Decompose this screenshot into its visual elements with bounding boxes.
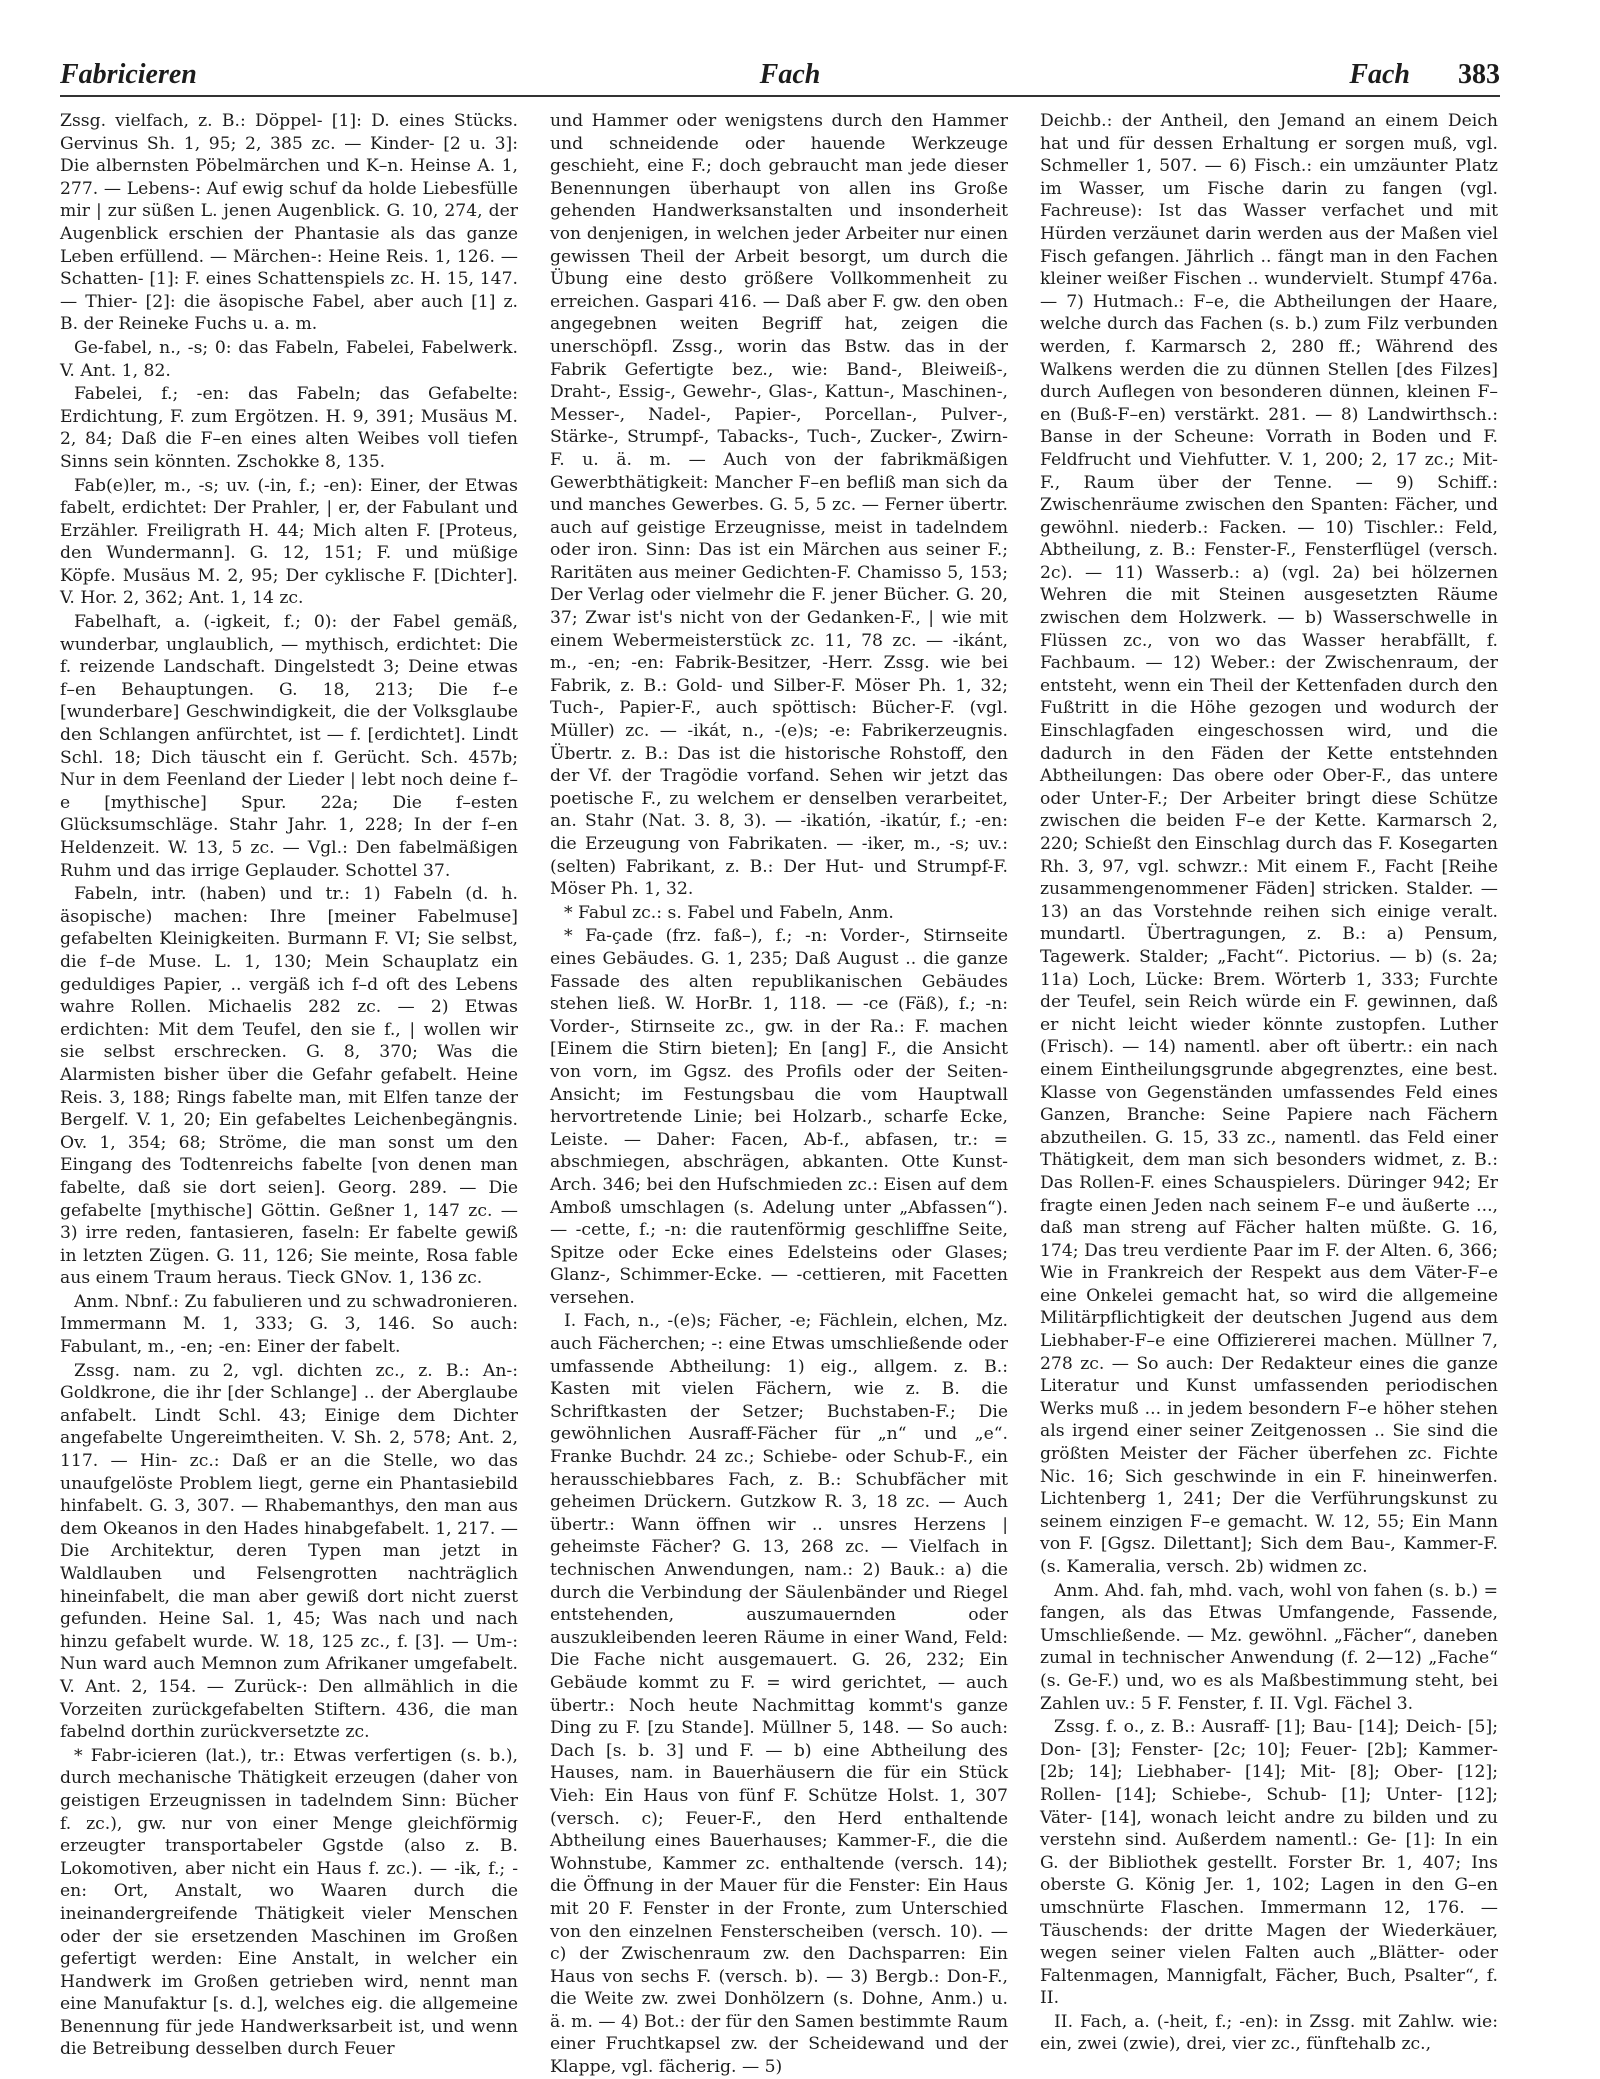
entry-paragraph: II. Fach, a. (-heit, f.; -en): in Zssg. mit Zahlw. wie: ein, zwei (zwie), drei, vier zc., fünftehalb zc., [1040,2011,1498,2055]
column-2 [550,110,1008,2078]
entry-paragraph: * Fabul zc.: s. Fabel und Fabeln, Anm. [564,902,894,923]
entry-paragraph: Fabelei, f.; -en: das Fabeln; das Gefabelte: Erdichtung, F. zum Ergötzen. H. 9, 391; Musäus M. 2, 84; Daß die F–en eines alten Weibes voll tiefen Sinns sein könnten. Zschokke 8, 135. [60,384,518,472]
entry-paragraph: I. Fach, n., -(e)s; Fächer, -e; Fächlein, elchen, Mz. auch Fächerchen; -: eine Etwas umschließende oder umfassende Abtheilung: 1) eig., allgem. z. B.: Kasten mit vielen Fächern, wie z. B. die Schriftkasten der Setzer; Buchstaben-F.; Die gewöhnlichen Ausraff-Fächer für „n“ und „e“. Franke Buchdr. 24 zc.; Schiebe- oder Schub-F., ein herausschiebbares Fach, z. B.: Schubfächer mit geheimen Drückern. Gutzkow R. 3, 18 zc. — Auch übertr.: Wann öffnen wir .. unsres Herzens | geheimste Fächer? G. 13, 268 zc. — Vielfach in technischen Anwendungen, nam.: 2) Bauk.: a) die durch die Verbindung der Säulenbänder und Riegel entstehenden, auszumauernden oder auszukleibenden leeren Räume in einer Wand, Feld: Die Fache nicht ausgemauert. G. 26, 232; Ein Gebäude kommt zu F. = wird gerichtet, — auch übertr.: Noch heute Nachmittag kommt's ganze Ding zu F. [zu Stande]. Müllner 5, 148. — So auch: Dach [s. b. 3] und F. — b) eine Abtheilung des Hauses, nam. in Bauerhäusern die für ein Stück Vieh: Ein Haus von fünf F. Schütze Holst. 1, 307 (versch. c); Feuer-F., den Herd enthaltende Abtheilung eines Bauerhauses; Kammer-F., die die Wohnstube, Kammer zc. enthaltende (versch. 14); die Öffnung in der Mauer für die Fenster: Ein Haus mit 20 F. Fenster in der Fronte, zum Unterschied von den einzelnen Fensterscheiben (versch. 10). — c) der Zwischenraum zw. den Dachsparren: Ein Haus von sechs F. (versch. b). — 3) Bergb.: Don-F., die Weite zw. zwei Donhölzern (s. Dohne, Anm.) u. ä. m. — 4) Bot.: der für den Samen bestimmte Raum einer Fruchtkapsel zw. der Scheidewand und der Klappe, vgl. fächerig. — 5) [550,1311,1008,2078]
page-number: 383 [1458,59,1500,90]
header-left-word: Fabricieren [60,59,197,90]
entry-paragraph: und Hammer oder wenigstens durch den Hammer und schneidende oder hauende Werkzeuge geschieht, eine F.; doch gebraucht man jede dieser Benennungen überhaupt von allen ins Große gehenden Handwerksanstalten und insonderheit von denjenigen, in welchen jeder Arbeiter nur einen gewissen Theil der Arbeit besorgt, um durch die Übung eine desto größere Vollkommenheit zu erreichen. Gaspari 416. — Daß aber F. gw. den oben angegebnen weiten Begriff hat, zeigen die unerschöpfl. Zssg., worin das Bstw. das in der Fabrik Gefertigte bez., wie: Band-, Bleiweiß-, Draht-, Essig-, Gewehr-, Glas-, Kattun-, Maschinen-, Messer-, Nadel-, Papier-, Porcellan-, Pulver-, Stärke-, Strumpf-, Tabacks-, Tuch-, Zucker-, Zwirn-F. u. ä. m. — Auch von der fabrikmäßigen Gewerbthätigkeit: Mancher F–en befliß man sich da und manches Gewerbes. G. 5, 5 zc. — Ferner übertr. auch auf geistige Erzeugnisse, meist in tadelndem oder iron. Sinn: Das ist ein Märchen aus seiner F.; Raritäten aus meiner Gedichten-F. Chamisso 5, 153; Der Verlag oder vielmehr die F. jener Bücher. G. 20, 37; Zwar ist's nicht von der Gedanken-F., | wie mit einem Webermeisterstück zc. 11, 78 zc. — -ikánt, m., -en; -en: Fabrik-Besitzer, -Herr. Zssg. wie bei Fabrik, z. B.: Gold- und Silber-F. Möser Ph. 1, 32; Tuch-, Papier-F., auch spöttisch: Bücher-F. (vgl. Müller) zc. — -ikát, n., -(e)s; -e: Fabrikerzeugnis. Übertr. z. B.: Das ist die historische Rohstoff, den der Vf. der Tragödie vorfand. Sehen wir jetzt das poetische F., zu welchem er denselben verarbeitet, an. Stahr (Nat. 3. 8, 3). — -ikatión, -ikatúr, f.; -en: die Erzeugung von Fabrikaten. — -iker, m., -s; uv.: (selten) Fabrikant, z. B.: Der Hut- und Strumpf-F. Möser Ph. 1, 32. [550,111,1008,900]
entry-paragraph: Fabelhaft, a. (-igkeit, f.; 0): der Fabel gemäß, wunderbar, unglaublich, — mythisch, erdichtet: Die f. reizende Landschaft. Dingelstedt 3; Deine etwas f–en Behauptungen. G. 18, 213; Die f–e [wunderbare] Geschwindigkeit, die der Volksglaube den Schlangen anfürchtet, ist — f. [erdichtet]. Lindt Schl. 18; Dich täuscht ein f. Gerücht. Sch. 457b; Nur in dem Feenland der Lieder | lebt noch deine f–e [mythische] Spur. 22a; Die f–esten Glücksumschläge. Stahr Jahr. 1, 228; In der f–en Heldenzeit. W. 13, 5 zc. — Vgl.: Den fabelmäßigen Ruhm und das irrige Geplauder. Schottel 37. [60,612,518,881]
entry-paragraph: Fabeln, intr. (haben) und tr.: 1) Fabeln (d. h. äsopische) machen: Ihre [meiner Fabelmuse] gefabelten Kleinigkeiten. Burmann F. VI; Sie selbst, die f–de Muse. L. 1, 130; Mein Schauplatz ein geduldiges Papier, .. vergäß ich f–d oft des Lebens wahre Rollen. Michaelis 282 zc. — 2) Etwas erdichten: Mit dem Teufel, den sie f., | wollen wir sie selbst erschrecken. G. 8, 370; Was die Alarmisten bisher über die Gefahr gefabelt. Heine Reis. 3, 188; Rings fabelte man, mit Elfen tanze der Bergelf. V. 1, 20; Ein gefabeltes Leichenbegängnis. Ov. 1, 354; 68; Ströme, die man sonst um den Eingang des Todtenreichs fabelte [von denen man fabelte, daß sie dort seien]. Georg. 289. — Die gefabelte [mythische] Göttin. Geßner 1, 147 zc. — 3) irre reden, fantasieren, faseln: Er fabelte gewiß in letzten Zügen. G. 11, 126; Sie meinte, Rosa fable aus einem Traum heraus. Tieck GNov. 1, 136 zc. [60,884,518,1289]
entry-paragraph: * Fabr-icieren (lat.), tr.: Etwas verfertigen (s. b.), durch mechanische Thätigkeit erzeugen (daher von geistigen Erzeugnissen in tadelndem Sinn: Bücher f. zc.), gw. nur von einer Menge gleichförmig erzeugter transportabeler Ggstde (also z. B. Lokomotiven, aber nicht ein Haus f. zc.). — -ik, f.; -en: Ort, Anstalt, wo Waaren durch die ineinandergreifende Thätigkeit vieler Menschen oder der sie ersetzenden Maschinen im Großen gefertigt werden: Eine Anstalt, in welcher ein Handwerk im Großen getrieben wird, nennt man eine Manufaktur [s. d.], welches eig. die allgemeine Benennung für jede Handwerksarbeit ist, und wenn die Betreibung desselben durch Feuer [60,1745,518,2060]
entry-paragraph: Ge-fabel, n., -s; 0: das Fabeln, Fabelei, Fabelwerk. V. Ant. 1, 82. [60,337,518,381]
column-1 [60,110,518,2060]
text-columns [60,110,1500,2078]
running-header [60,55,1500,97]
header-middle-word: Fach [759,59,821,90]
column-3 [1040,110,1498,2055]
entry-paragraph: Zssg. f. o., z. B.: Ausraff- [1]; Bau- [14]; Deich- [5]; Don- [3]; Fenster- [2c; 10]; Feuer- [2b]; Kammer- [2b; 14]; Liebhaber- [14]; Mit- [8]; Ober- [12]; Rollen- [14]; Schiebe-, Schub- [1]; Unter- [12]; Väter- [14], wonach leicht andre zu bilden und zu verstehn sind. Außerdem namentl.: Ge- [1]: In ein G. der Bibliothek gestellt. Forster Br. 1, 407; Ins oberste G. König Jer. 1, 102; Lagen in den G–en umschnürte Flaschen. Immermann 12, 176. — Täuschends: der dritte Magen der Wiederkäuer, wegen seiner vielen Falten auch „Blätter- oder Faltenmagen, Mannigfalt, Fächer, Buch, Psalter“, f. II. [1040,1717,1498,2009]
entry-paragraph: Anm. Nbnf.: Zu fabulieren und zu schwadronieren. Immermann M. 1, 333; G. 3, 146. So auch: Fabulant, m., -en; -en: Einer der fabelt. [60,1291,518,1358]
header-right-word: Fach [1349,59,1410,90]
entry-paragraph: Zssg. nam. zu 2, vgl. dichten zc., z. B.: An-: Goldkrone, die ihr [der Schlange] .. der Aberglaube anfabelt. Lindt Schl. 43; Einige dem Dichter angefabelte Ungereimtheiten. V. Sh. 2, 578; Ant. 2, 117. — Hin- zc.: Daß er an die Stelle, wo das unaufgelöste Problem liegt, gerne ein Phantasiebild hinfabelt. G. 3, 307. — Rhabemanthys, den man aus dem Okeanos in den Hades hinabgefabelt. 1, 217. — Die Architektur, deren Typen man jetzt in Waldlauben und Felsengrotten nachträglich hineinfabelt, die man aber gewiß dort nicht zuerst gefunden. Heine Sal. 1, 45; Was nach und nach hinzu gefabelt wurde. W. 18, 125 zc., f. [3]. — Um-: Nun ward auch Memnon zum Afrikaner umgefabelt. V. Ant. 2, 154. — Zurück-: Den allmählich in die Vorzeiten zurückgefabelten Stiftern. 436, die man fabelnd dorthin zurückversetzte zc. [60,1360,518,1743]
entry-paragraph: * Fa-çade (frz. faß–), f.; -n: Vorder-, Stirnseite eines Gebäudes. G. 1, 235; Daß August .. die ganze Fassade des alten republikanischen Gebäudes stehen ließ. W. HorBr. 1, 118. — -ce (Fäß), f.; -n: Vorder-, Stirnseite zc., gw. in der Ra.: F. machen [Einem die Stirn bieten]; En [ang] F., die Ansicht von vorn, im Ggsz. des Profils oder der Seiten-Ansicht; im Festungsbau die vom Hauptwall hervortretende Linie; bei Holzarb., scharfe Ecke, Leiste. — Daher: Facen, Ab-f., abfasen, tr.: = abschmiegen, abschrägen, abkanten. Otte Kunst-Arch. 346; bei den Hufschmieden zc.: Eisen auf dem Amboß umschlagen (s. Adelung unter „Abfassen“). — -cette, f.; -n: die rautenförmig geschliffne Seite, Spitze oder Ecke eines Edelsteins oder Glases; Glanz-, Schimmer-Ecke. — -cettieren, mit Facetten versehen. [550,926,1008,1308]
entry-paragraph: Deichb.: der Antheil, den Jemand an einem Deich hat und für dessen Erhaltung er sorgen muß, vgl. Schmeller 1, 507. — 6) Fisch.: ein umzäunter Platz im Wasser, um Fische darin zu fangen (vgl. Fachreuse): Ist das Wasser verfachet und mit Hürden verzäunet darin werden aus der Maßen viel Fisch gefangen. Jährlich .. fängt man in den Fachen kleiner weißer Fischen .. wundervielt. Stumpf 476a. — 7) Hutmach.: F–e, die Abtheilungen der Haare, welche durch das Fachen (s. b.) zum Filz verbunden werden, f. Karmarsch 2, 280 ff.; Während des Walkens werden die zu dünnen Stellen [des Filzes] durch Auflegen von besonderen dünnen, kleinen F–en (Buß-F–en) verstärkt. 281. — 8) Landwirthsch.: Banse in der Scheune: Vorrath in Boden und F. Feldfrucht und Viehfutter. V. 1, 200; 2, 17 zc.; Mit-F., Raum über der Tenne. — 9) Schiff.: Zwischenräume zwischen den Spanten: Fächer, und gewöhnl. niederb.: Facken. — 10) Tischler.: Feld, Abtheilung, z. B.: Fenster-F., Fensterflügel (versch. 2c). — 11) Wasserb.: a) (vgl. 2a) bei hölzernen Wehren die mit Steinen ausgesetzten Räume zwischen dem Holzwerk. — b) Wasserschwelle in Flüssen zc., von wo das Wasser herabfällt, f. Fachbaum. — 12) Weber.: der Zwischenraum, der entsteht, wenn ein Theil der Kettenfaden durch den Fußtritt in die Höhe gezogen und wodurch der Einschlagfaden eingeschossen wird, und die dadurch in den Fäden der Kette entstehnden Abtheilungen: Das obere oder Ober-F., das untere oder Unter-F.; Der Arbeiter bringt diese Schütze zwischen die beiden F–e der Kette. Karmarsch 2, 220; Schießt den Einschlag durch das F. Kosegarten Rh. 3, 97, vgl. schwzr.: Mit einem F., Facht [Reihe zusammengenommener Fäden] stricken. Stalder. — 13) an das Vorstehnde reihen sich einige veralt. mundartl. Übertragungen, z. B.: a) Pensum, Tagewerk. Stalder; „Facht“. Pictorius. — b) (s. 2a; 11a) Loch, Lücke: Brem. Wörterb 1, 333; Furchte der Teufel, sein Reich würde ein F. gewinnen, daß er nicht leicht wieder könnte zustopfen. Luther (Frisch). — 14) namentl. aber oft übertr.: ein nach einem Eintheilungsgrunde abgegrenztes, eine best. Klasse von Gegenständen umfassendes Feld eines Ganzen, Branche: Seine Papiere nach Fächern abzutheilen. G. 15, 33 zc., namentl. das Feld einer Thätigkeit, dem man sich besonders widmet, z. B.: Das Rollen-F. eines Schauspielers. Düringer 942; Er fragte einen Jeden nach seinem F–e und äußerte ..., daß man streng auf Fächer halten müßte. G. 16, 174; Das treu verdiente Paar im F. der Alten. 6, 366; Wie in Frankreich der Respekt aus dem Väter-F–e eine Onkelei gemacht hat, so wird die allgemeine Militärpflichtigkeit der deutschen Jugend aus dem Liebhaber-F–e eine Offiziererei machen. Müllner 7, 278 zc. — So auch: Der Redakteur eines die ganze Literatur und Kunst umfassenden periodischen Werks muß ... in jedem besondern F–e höher stehen als irgend einer seiner Zeitgenossen .. Sie sind die größten Meister der Fächer überfehen zc. Fichte Nic. 16; Sich geschwinde in ein F. hineinwerfen. Lichtenberg 1, 241; Der die Verführungskunst zu seinem einzigen F–e gemacht. W. 12, 55; Ein Mann von F. [Ggsz. Dilettant]; Sich dem Bau-, Kammer-F. (s. Kameralia, versch. 2b) widmen zc. [1040,111,1498,1577]
entry-paragraph: Anm. Ahd. fah, mhd. vach, wohl von fahen (s. b.) = fangen, als das Etwas Umfangende, Fassende, Umschließende. — Mz. gewöhnl. „Fächer“, daneben zumal in technischer Anwendung (f. 2—12) „Fache“ (s. Ge-F.) und, wo es als Maßbestimmung steht, bei Zahlen uv.: 5 F. Fenster, f. II. Vgl. Fächel 3. [1040,1580,1498,1714]
entry-paragraph: Zssg. vielfach, z. B.: Döppel- [1]: D. eines Stücks. Gervinus Sh. 1, 95; 2, 385 zc. — Kinder- [2 u. 3]: Die albernsten Pöbelmärchen und K–n. Heinse A. 1, 277. — Lebens-: Auf ewig schuf da holde Liebesfülle mir | zur süßen L. jenen Augenblick. G. 10, 274, der Augenblick erschien der Phantasie als das ganze Leben erfüllend. — Märchen-: Heine Reis. 1, 126. — Schatten- [1]: F. eines Schattenspiels zc. H. 15, 147. — Thier- [2]: die äsopische Fabel, aber auch [1] z. B. der Reineke Fuchs u. a. m. [60,111,518,335]
entry-paragraph: Fab(e)ler, m., -s; uv. (-in, f.; -en): Einer, der Etwas fabelt, erdichtet: Der Prahler, | er, der Fabulant und Erzähler. Freiligrath H. 44; Mich alten F. [Proteus, den Wundermann]. G. 12, 151; F. und müßige Köpfe. Musäus M. 2, 95; Der cyklische F. [Dichter]. V. Hor. 2, 362; Ant. 1, 14 zc. [60,475,518,609]
